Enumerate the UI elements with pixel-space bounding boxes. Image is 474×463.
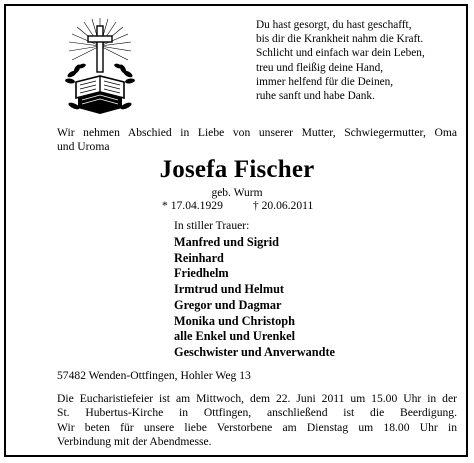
prayer-info xyxy=(57,421,457,450)
mourner-name: Friedhelm xyxy=(174,266,229,281)
birth-name: geb. Wurm xyxy=(211,187,263,199)
service-line: Die Eucharistiefeier ist am Mittwoch, dem 22. Juni 2011 um 15.00 Uhr in der xyxy=(57,392,457,405)
prayer-line: Wir beten für unsere liebe Verstorbene am Dienstag um 18.00 Uhr in xyxy=(57,421,457,434)
poem-line: immer helfend für die Deinen, xyxy=(256,75,394,88)
mourner-name: Monika und Christoph xyxy=(174,313,295,328)
mourners-list xyxy=(174,235,335,361)
farewell-intro xyxy=(57,126,457,155)
poem xyxy=(256,18,456,103)
death-date: † 20.06.2011 xyxy=(252,199,314,212)
mourner-name: Manfred und Sigrid xyxy=(174,235,280,249)
deceased-name: Josefa Fischer xyxy=(159,156,315,183)
poem-line: bis dir die Krankheit nahm die Kraft. xyxy=(256,33,424,46)
intro-line: und Uroma xyxy=(57,140,110,154)
prayer-line: Verbindung mit der Abendmesse. xyxy=(57,435,212,449)
mourner-name: Gregor und Dagmar xyxy=(174,297,282,312)
poem-line: Schlicht und einfach war dein Leben, xyxy=(256,47,425,60)
mourning-label: In stiller Trauer: xyxy=(174,219,250,232)
intro-line: Wir nehmen Abschied in Liebe von unserer Mutter, Schwiegermutter, Oma xyxy=(57,126,457,139)
mourner-name: alle Enkel und Urenkel xyxy=(174,329,296,344)
poem-line: ruhe sanft und habe Dank. xyxy=(256,90,375,103)
birth-date: * 17.04.1929 xyxy=(162,199,223,212)
mourner-name: Irmtrud und Helmut xyxy=(174,282,284,297)
family-address: 57482 Wenden-Ottfingen, Hohler Weg 13 xyxy=(57,369,251,382)
cross-bible-wreath-icon xyxy=(62,16,138,116)
life-dates xyxy=(162,199,313,213)
service-info xyxy=(57,392,457,421)
poem-line: treu und fleißig deine Hand, xyxy=(256,61,384,74)
poem-line: Du hast gesorgt, du hast geschafft, xyxy=(256,19,412,31)
mourner-name: Reinhard xyxy=(174,250,224,265)
service-line: St. Hubertus-Kirche in Ottfingen, anschließend ist die Beerdigung. xyxy=(57,406,457,420)
mourner-name: Geschwister und Anverwandte xyxy=(174,344,336,359)
